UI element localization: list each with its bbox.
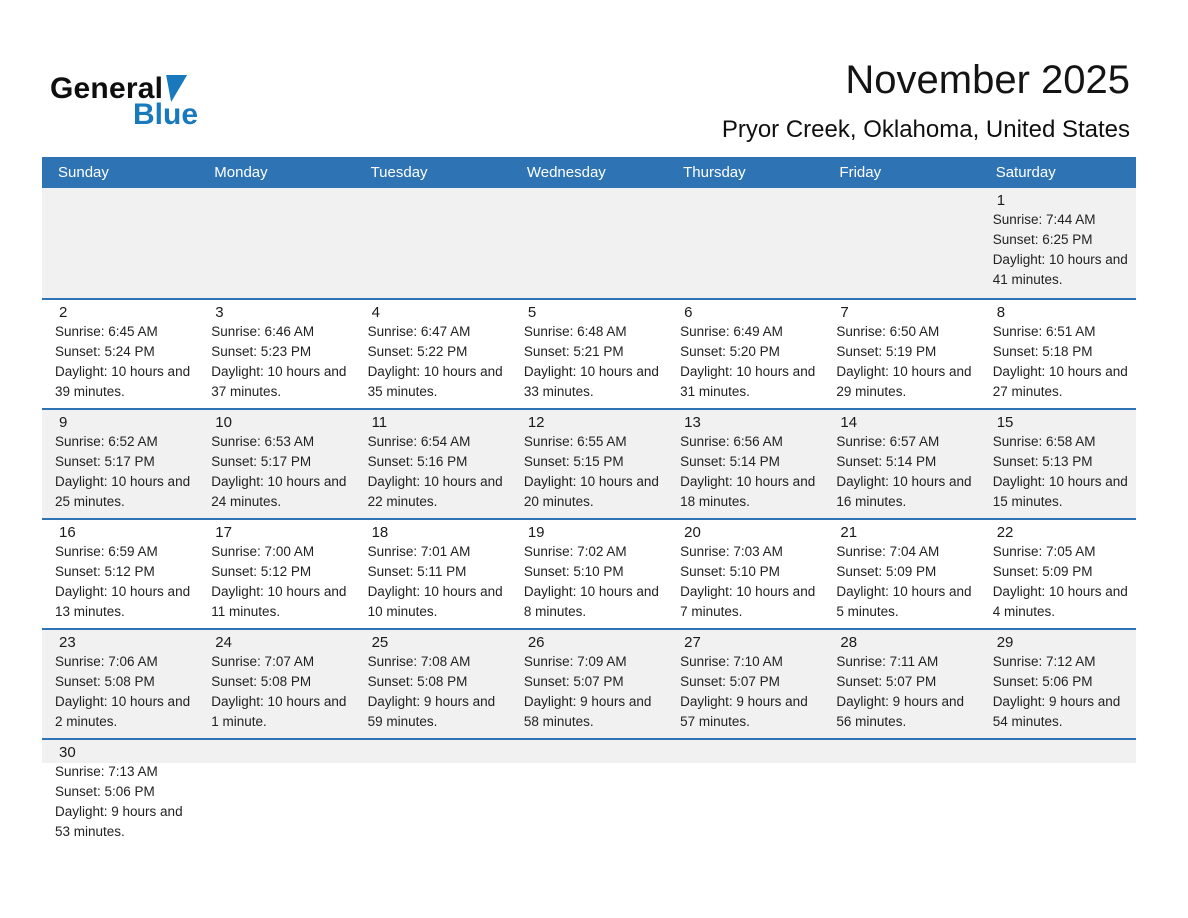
- day-number: 3: [215, 304, 224, 321]
- month-title: November 2025: [845, 58, 1130, 102]
- sunset-text: Sunset: 5:06 PM: [55, 784, 155, 799]
- weekday-tuesday: Tuesday: [370, 164, 428, 181]
- daylight-text: Daylight: 10 hours and 41 minutes.: [992, 252, 1128, 287]
- logo-text-blue: Blue: [133, 98, 199, 131]
- calendar-header: [722, 58, 1130, 144]
- sunset-text: Sunset: 5:18 PM: [992, 344, 1093, 359]
- sunset-text: Sunset: 5:07 PM: [680, 674, 780, 689]
- empty-day-cell: [823, 740, 979, 848]
- day-cell: [198, 520, 354, 628]
- day-cell: [823, 630, 979, 738]
- empty-day-cell: [355, 740, 511, 848]
- empty-day-cell: [511, 740, 667, 848]
- day-number: 20: [684, 524, 701, 541]
- sunset-text: Sunset: 5:09 PM: [836, 564, 937, 579]
- day-cell: [667, 630, 823, 738]
- sunrise-text: Sunrise: 7:12 AM: [992, 654, 1096, 669]
- day-number: 23: [59, 634, 76, 651]
- daylight-text: Daylight: 10 hours and 25 minutes.: [55, 474, 191, 509]
- day-cell: [667, 300, 823, 408]
- day-number: 9: [59, 414, 68, 431]
- empty-day-cell: [198, 740, 354, 848]
- sunrise-text: Sunrise: 7:05 AM: [992, 544, 1096, 559]
- sunset-text: Sunset: 5:12 PM: [211, 564, 312, 579]
- sunset-text: Sunset: 5:10 PM: [680, 564, 780, 579]
- day-cell: [42, 740, 198, 848]
- sunrise-text: Sunrise: 7:44 AM: [992, 212, 1096, 227]
- day-cell: [198, 410, 354, 518]
- sunset-text: Sunset: 5:22 PM: [367, 344, 468, 359]
- daylight-text: Daylight: 10 hours and 1 minute.: [211, 694, 347, 729]
- day-number: 14: [840, 414, 858, 431]
- weekday-sunday: Sunday: [58, 164, 109, 181]
- weekday-saturday: Saturday: [995, 164, 1056, 181]
- sunrise-text: Sunrise: 6:48 AM: [523, 324, 627, 339]
- daylight-text: Daylight: 10 hours and 39 minutes.: [55, 364, 191, 399]
- week-row: [42, 518, 1136, 628]
- week-row: [42, 738, 1136, 848]
- daylight-text: Daylight: 10 hours and 27 minutes.: [992, 364, 1128, 399]
- day-number: 29: [996, 634, 1014, 651]
- logo-text-general: General: [50, 72, 164, 105]
- empty-day-cell: [667, 188, 823, 298]
- daylight-text: Daylight: 9 hours and 53 minutes.: [55, 804, 183, 839]
- day-number: 13: [684, 414, 701, 431]
- sunrise-text: Sunrise: 6:51 AM: [992, 324, 1096, 339]
- daylight-text: Daylight: 10 hours and 15 minutes.: [992, 474, 1128, 509]
- sunrise-text: Sunrise: 6:57 AM: [836, 434, 940, 449]
- daylight-text: Daylight: 10 hours and 8 minutes.: [523, 584, 659, 619]
- sunset-text: Sunset: 5:08 PM: [211, 674, 312, 689]
- daylight-text: Daylight: 10 hours and 18 minutes.: [680, 474, 816, 509]
- daylight-text: Daylight: 10 hours and 16 minutes.: [836, 474, 972, 509]
- sunset-text: Sunset: 5:07 PM: [836, 674, 937, 689]
- empty-day-cell: [355, 188, 511, 298]
- sunrise-text: Sunrise: 6:47 AM: [367, 324, 471, 339]
- sunrise-text: Sunrise: 6:46 AM: [211, 324, 315, 339]
- day-cell: [355, 300, 511, 408]
- day-number: 25: [371, 634, 389, 651]
- day-number: 8: [996, 304, 1006, 321]
- daylight-text: Daylight: 10 hours and 13 minutes.: [55, 584, 191, 619]
- sunrise-text: Sunrise: 6:50 AM: [836, 324, 940, 339]
- day-number: 7: [840, 304, 849, 321]
- daylight-text: Daylight: 10 hours and 2 minutes.: [55, 694, 191, 729]
- day-number: 27: [684, 634, 701, 651]
- daylight-text: Daylight: 10 hours and 29 minutes.: [836, 364, 972, 399]
- daylight-text: Daylight: 10 hours and 11 minutes.: [211, 584, 347, 619]
- day-cell: [355, 520, 511, 628]
- day-cell: [355, 410, 511, 518]
- sunset-text: Sunset: 5:14 PM: [836, 454, 937, 469]
- daylight-text: Daylight: 10 hours and 24 minutes.: [211, 474, 347, 509]
- sunrise-text: Sunrise: 6:55 AM: [523, 434, 627, 449]
- sunrise-text: Sunrise: 7:11 AM: [836, 654, 939, 669]
- day-number: 11: [371, 414, 388, 431]
- sunset-text: Sunset: 5:17 PM: [211, 454, 312, 469]
- sunrise-text: Sunrise: 7:02 AM: [523, 544, 627, 559]
- day-cell: [823, 520, 979, 628]
- location-subtitle: Pryor Creek, Oklahoma, United States: [721, 116, 1130, 143]
- calendar-body: [42, 188, 1136, 848]
- day-number: 16: [59, 524, 76, 541]
- daylight-text: Daylight: 9 hours and 56 minutes.: [836, 694, 964, 729]
- sunrise-text: Sunrise: 6:54 AM: [367, 434, 471, 449]
- day-number: 1: [996, 192, 1006, 209]
- sunrise-text: Sunrise: 7:13 AM: [55, 764, 158, 779]
- empty-day-cell: [667, 740, 823, 848]
- day-number: 26: [527, 634, 545, 651]
- day-cell: [511, 520, 667, 628]
- week-row: [42, 298, 1136, 408]
- week-row: [42, 408, 1136, 518]
- sunset-text: Sunset: 5:09 PM: [992, 564, 1093, 579]
- day-cell: [42, 520, 198, 628]
- daylight-text: Daylight: 10 hours and 22 minutes.: [367, 474, 503, 509]
- sunrise-text: Sunrise: 6:59 AM: [55, 544, 158, 559]
- sunrise-text: Sunrise: 7:08 AM: [367, 654, 471, 669]
- sunset-text: Sunset: 5:19 PM: [836, 344, 937, 359]
- daylight-text: Daylight: 10 hours and 31 minutes.: [680, 364, 816, 399]
- sunset-text: Sunset: 6:25 PM: [992, 232, 1093, 247]
- day-cell: [980, 410, 1136, 518]
- daylight-text: Daylight: 9 hours and 54 minutes.: [992, 694, 1121, 729]
- sunrise-text: Sunrise: 7:01 AM: [367, 544, 471, 559]
- daylight-text: Daylight: 10 hours and 35 minutes.: [367, 364, 503, 399]
- daylight-text: Daylight: 10 hours and 4 minutes.: [992, 584, 1128, 619]
- daylight-text: Daylight: 10 hours and 37 minutes.: [211, 364, 347, 399]
- sunrise-text: Sunrise: 7:00 AM: [211, 544, 315, 559]
- sunrise-text: Sunrise: 7:10 AM: [680, 654, 783, 669]
- sunrise-text: Sunrise: 6:52 AM: [55, 434, 158, 449]
- day-number: 24: [215, 634, 232, 651]
- weekday-friday: Friday: [839, 164, 882, 181]
- day-cell: [511, 410, 667, 518]
- day-number: 19: [527, 524, 545, 541]
- sunset-text: Sunset: 5:16 PM: [367, 454, 468, 469]
- week-row: [42, 628, 1136, 738]
- day-cell: [511, 300, 667, 408]
- day-number: 18: [371, 524, 389, 541]
- day-cell: [42, 300, 198, 408]
- day-number: 28: [840, 634, 858, 651]
- sunrise-text: Sunrise: 6:56 AM: [680, 434, 783, 449]
- day-number: 4: [371, 304, 380, 321]
- day-number: 17: [215, 524, 232, 541]
- weekday-wednesday: Wednesday: [526, 164, 606, 181]
- daylight-text: Daylight: 10 hours and 5 minutes.: [836, 584, 972, 619]
- sunrise-text: Sunrise: 7:03 AM: [680, 544, 783, 559]
- day-number: 30: [59, 744, 76, 761]
- sunset-text: Sunset: 5:17 PM: [55, 454, 155, 469]
- day-cell: [823, 300, 979, 408]
- sunset-text: Sunset: 5:24 PM: [55, 344, 155, 359]
- sunset-text: Sunset: 5:07 PM: [523, 674, 624, 689]
- sunrise-text: Sunrise: 7:04 AM: [836, 544, 940, 559]
- sunrise-text: Sunrise: 6:53 AM: [211, 434, 315, 449]
- sunset-text: Sunset: 5:15 PM: [523, 454, 624, 469]
- daylight-text: Daylight: 9 hours and 57 minutes.: [680, 694, 808, 729]
- weekday-thursday: Thursday: [683, 164, 746, 181]
- general-blue-logo: [50, 72, 250, 132]
- day-cell: [511, 630, 667, 738]
- weekday-monday: Monday: [214, 164, 268, 181]
- day-number: 2: [59, 304, 68, 321]
- weekday-header-row: [42, 157, 1136, 188]
- day-number: 21: [840, 524, 858, 541]
- day-cell: [980, 188, 1136, 298]
- daylight-text: Daylight: 10 hours and 33 minutes.: [523, 364, 659, 399]
- sunset-text: Sunset: 5:08 PM: [55, 674, 155, 689]
- day-cell: [980, 520, 1136, 628]
- sunset-text: Sunset: 5:06 PM: [992, 674, 1093, 689]
- day-cell: [198, 630, 354, 738]
- day-number: 15: [996, 414, 1014, 431]
- day-number: 5: [527, 304, 537, 321]
- sunrise-text: Sunrise: 6:49 AM: [680, 324, 783, 339]
- calendar-table: [42, 157, 1136, 848]
- empty-day-cell: [823, 188, 979, 298]
- sunrise-text: Sunrise: 7:09 AM: [523, 654, 627, 669]
- empty-day-cell: [980, 740, 1136, 848]
- daylight-text: Daylight: 10 hours and 10 minutes.: [367, 584, 503, 619]
- sunset-text: Sunset: 5:10 PM: [523, 564, 624, 579]
- sunset-text: Sunset: 5:20 PM: [680, 344, 780, 359]
- day-number: 6: [684, 304, 693, 321]
- day-cell: [980, 300, 1136, 408]
- sunset-text: Sunset: 5:11 PM: [367, 564, 467, 579]
- day-number: 10: [215, 414, 232, 431]
- daylight-text: Daylight: 9 hours and 59 minutes.: [367, 694, 496, 729]
- sunset-text: Sunset: 5:12 PM: [55, 564, 155, 579]
- week-row: [42, 188, 1136, 298]
- sunrise-text: Sunrise: 6:45 AM: [55, 324, 158, 339]
- day-cell: [667, 410, 823, 518]
- day-number: 12: [527, 414, 545, 431]
- sunset-text: Sunset: 5:21 PM: [523, 344, 624, 359]
- daylight-text: Daylight: 10 hours and 20 minutes.: [523, 474, 659, 509]
- empty-day-cell: [42, 188, 198, 298]
- day-cell: [42, 410, 198, 518]
- day-cell: [667, 520, 823, 628]
- sunset-text: Sunset: 5:23 PM: [211, 344, 312, 359]
- daylight-text: Daylight: 10 hours and 7 minutes.: [680, 584, 816, 619]
- empty-day-cell: [198, 188, 354, 298]
- day-cell: [980, 630, 1136, 738]
- day-cell: [198, 300, 354, 408]
- sunset-text: Sunset: 5:14 PM: [680, 454, 780, 469]
- sunset-text: Sunset: 5:08 PM: [367, 674, 468, 689]
- day-number: 22: [996, 524, 1014, 541]
- daylight-text: Daylight: 9 hours and 58 minutes.: [523, 694, 652, 729]
- day-cell: [42, 630, 198, 738]
- sunrise-text: Sunrise: 7:06 AM: [55, 654, 158, 669]
- day-cell: [823, 410, 979, 518]
- sunrise-text: Sunrise: 6:58 AM: [992, 434, 1096, 449]
- sunrise-text: Sunrise: 7:07 AM: [211, 654, 315, 669]
- empty-day-cell: [511, 188, 667, 298]
- sunset-text: Sunset: 5:13 PM: [992, 454, 1093, 469]
- day-cell: [355, 630, 511, 738]
